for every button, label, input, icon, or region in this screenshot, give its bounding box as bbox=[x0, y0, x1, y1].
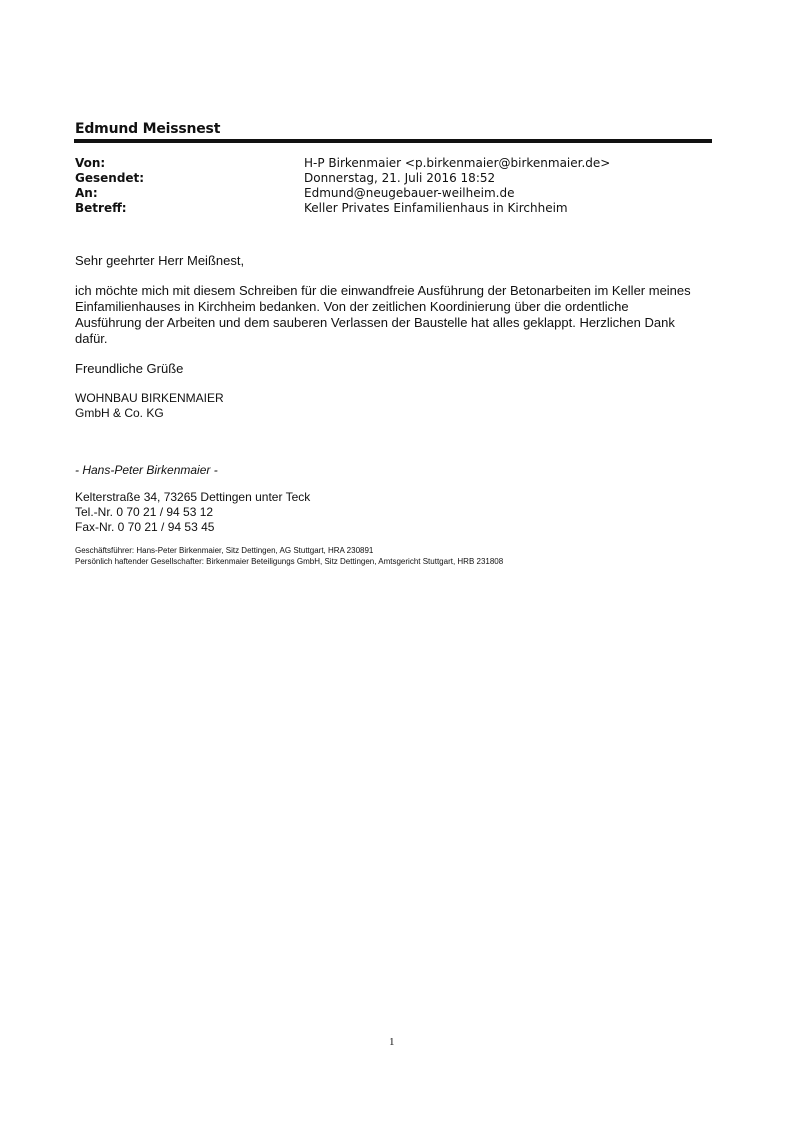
sender-title: Edmund Meissnest bbox=[75, 121, 221, 137]
to-label: An: bbox=[75, 186, 98, 200]
subject-label: Betreff: bbox=[75, 201, 127, 215]
page-number: 1 bbox=[389, 1036, 395, 1048]
closing: Freundliche Grüße bbox=[75, 361, 184, 376]
legal-line: Geschäftsführer: Hans-Peter Birkenmaier, Sitz Dettingen, AG Stuttgart, HRA 230891 bbox=[75, 546, 374, 555]
from-value: H-P Birkenmaier <p.birkenmaier@birkenmaier.de> bbox=[304, 156, 611, 170]
sent-value: Donnerstag, 21. Juli 2016 18:52 bbox=[304, 171, 496, 185]
phone-line: Tel.-Nr. 0 70 21 / 94 53 12 bbox=[75, 505, 214, 519]
header-row-sent bbox=[75, 171, 695, 186]
salutation: Sehr geehrter Herr Meißnest, bbox=[75, 253, 245, 268]
body-line: Einfamilienhauses in Kirchheim bedanken. Von der zeitlichen Koordinierung über die ordentliche bbox=[75, 299, 629, 314]
to-value: Edmund@neugebauer-weilheim.de bbox=[304, 186, 515, 200]
from-label: Von: bbox=[75, 156, 106, 170]
body-paragraph bbox=[75, 283, 725, 347]
body-line: Ausführung der Arbeiten und dem sauberen Verlassen der Baustelle hat alles geklappt. Herzlichen Dank bbox=[75, 315, 675, 330]
title-rule bbox=[74, 139, 712, 143]
body-line: ich möchte mich mit diesem Schreiben für die einwandfreie Ausführung der Betonarbeiten im Keller meines bbox=[75, 283, 691, 298]
header-row-from bbox=[75, 156, 695, 171]
signer-name: - Hans-Peter Birkenmaier - bbox=[75, 463, 218, 477]
company-name bbox=[75, 391, 224, 421]
header-row-to bbox=[75, 186, 695, 201]
legal-line: Persönlich haftender Gesellschafter: Birkenmaier Beteiligungs GmbH, Sitz Dettingen, Amtsgericht Stuttgart, HRB 231808 bbox=[75, 557, 504, 566]
email-header bbox=[75, 156, 695, 216]
company-line: GmbH & Co. KG bbox=[75, 406, 164, 420]
body-line: dafür. bbox=[75, 331, 108, 346]
company-line: WOHNBAU BIRKENMAIER bbox=[75, 391, 224, 405]
address-block bbox=[75, 490, 310, 535]
legal-footer bbox=[75, 545, 503, 567]
sent-label: Gesendet: bbox=[75, 171, 145, 185]
subject-value: Keller Privates Einfamilienhaus in Kirchheim bbox=[304, 201, 568, 215]
address-line: Kelterstraße 34, 73265 Dettingen unter Teck bbox=[75, 490, 311, 504]
fax-line: Fax-Nr. 0 70 21 / 94 53 45 bbox=[75, 520, 215, 534]
header-row-subject bbox=[75, 201, 695, 216]
